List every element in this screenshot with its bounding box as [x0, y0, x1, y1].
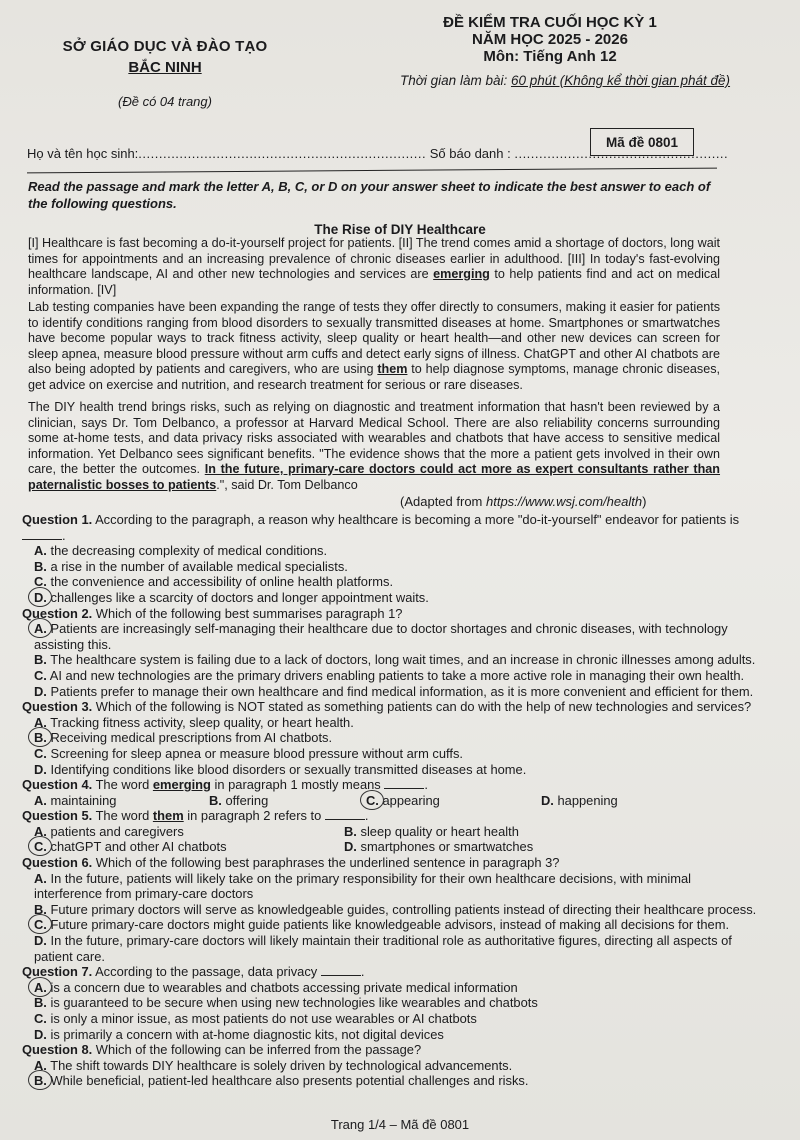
pen-circle-mark: A. — [34, 621, 47, 637]
candidate-number-label: Số báo danh : — [429, 146, 511, 161]
option-5d[interactable]: D. smartphones or smartwatches — [344, 839, 534, 855]
pen-circle-mark: D. — [34, 589, 47, 605]
province-name: BẮC NINH — [128, 59, 202, 76]
option-8a[interactable]: A. The shift towards DIY healthcare is solely driven by technological advancements. — [34, 1057, 513, 1073]
question-4: Question 4. The word emerging in paragraph 1 mostly means . — [22, 777, 428, 793]
option-6d[interactable]: D. In the future, primary-care doctors will likely maintain their traditional role as authoritative figures, directing all aspects of patient care. — [34, 933, 732, 964]
option-7b[interactable]: B. is guaranteed to be secure when using new technologies like wearables and chatbots — [34, 995, 538, 1011]
option-7d[interactable]: D. is primarily a concern with at-home diagnostic kits, not digital devices — [34, 1026, 444, 1042]
exam-code-box: Mã đề 0801 — [590, 128, 694, 156]
option-4d[interactable]: D. happening — [541, 792, 618, 808]
question-1: Question 1. According to the paragraph, a reason why healthcare is becoming a more "do-it-yourself" endeavor for patients is . — [22, 512, 740, 543]
options-row-5b — [34, 839, 762, 855]
answer-blank — [384, 777, 424, 789]
underlined-sentence: In the future, primary-care doctors could act more as expert consultants rather than paternalistic bosses to patients — [28, 462, 721, 492]
answer-blank — [325, 808, 365, 820]
answer-blank — [22, 528, 62, 540]
department-name: SỞ GIÁO DỤC VÀ ĐÀO TẠO — [62, 38, 268, 55]
subject: Môn: Tiếng Anh 12 — [483, 48, 617, 65]
underlined-word-them: them — [377, 362, 408, 376]
passage-paragraph-1: [I] Healthcare is fast becoming a do-it-yourself project for patients. [II] The trend comes amid a shortage of doctors, long wait times for appointments and an increasing prevalence of chronic diseases earlier in adulthood. [III] In today's fast-evolving healthcare landscape, AI and other new technologies and services are emerging to help patients find and act on medical information. [IV] — [28, 236, 721, 297]
option-2b[interactable]: B. The healthcare system is failing due to a lack of doctors, long wait times, and an increase in chronic illnesses among adults. — [34, 652, 756, 668]
options-row-5a — [34, 824, 762, 840]
student-info-line — [27, 146, 729, 161]
passage-paragraph-2: Lab testing companies have been expanding the range of tests they offer directly to consumers, making it easier for patients to identify conditions ranging from blood disorders to sexually transmitted diseases at home. Smartphones or smartwatches have become popular ways to track fitness activity, sleep quality or heart health—and other new devices can screen for sleep apnea, measure blood pressure without arm cuffs and detect early signs of illness. ChatGPT and other AI chatbots are also being adopted by patients and caregivers, who are using them to help diagnose symptoms, manage chronic diseases, get advice on exercise and nutrition, and research treatment for serious or rare diseases. — [28, 300, 720, 392]
question-8: Question 8. Which of the following can be inferred from the passage? — [22, 1042, 422, 1058]
question-5: Question 5. The word them in paragraph 2 refers to . — [22, 808, 369, 824]
exam-header — [400, 14, 731, 88]
option-7a[interactable]: A. is a concern due to wearables and chatbots accessing private medical information — [34, 979, 518, 995]
option-1c[interactable]: C. the convenience and accessibility of online health platforms. — [34, 574, 394, 590]
student-name-field[interactable]: ...................................................................... — [138, 146, 427, 161]
answer-blank — [321, 964, 361, 976]
option-4a[interactable]: A. maintaining — [34, 792, 117, 808]
time-allowed — [400, 73, 731, 88]
pen-circle-mark: C. — [34, 839, 47, 855]
option-1a[interactable]: A. the decreasing complexity of medical conditions. — [34, 543, 328, 559]
option-8b[interactable]: B. While beneficial, patient-led healthcare also presents potential challenges and risks. — [34, 1073, 529, 1089]
question-7: Question 7. According to the passage, data privacy . — [22, 964, 365, 980]
option-4b[interactable]: B. offering — [209, 792, 269, 808]
passage-title: The Rise of DIY Healthcare — [314, 222, 486, 237]
option-2c[interactable]: C. AI and new technologies are the primary drivers enabling patients to take a more active role in managing their own health. — [34, 667, 745, 683]
student-name-label: Họ và tên học sinh: — [27, 146, 139, 161]
option-1d[interactable]: D. challenges like a scarcity of doctors and longer appointment waits. — [34, 589, 429, 605]
option-7c[interactable]: C. is only a minor issue, as most patients do not use wearables or AI chatbots — [34, 1011, 477, 1026]
option-6a[interactable]: A. In the future, patients will likely take on the primary responsibility for their own healthcare decisions, with minimal interference from primary-care doctors — [34, 870, 692, 902]
time-label: Thời gian làm bài: — [400, 73, 511, 88]
passage-paragraph-3: The DIY health trend brings risks, such as relying on diagnostic and treatment information that hasn't been reviewed by a clinician, says Dr. Tom Delbanco, a professor at Harvard Medical School. There are also reliability concerns surrounding some at-home tests, and data privacy risks associated with wearables and chatbots that have access to sensitive medical information. Yet Delbanco sees significant benefits. "The evidence shows that the more a patient gets involved in their own care, the better the outcomes. In the future, primary-care doctors could act more as expert consultants rather than paternalistic bosses to patients.", said Dr. Tom Delbanco — [28, 400, 721, 492]
option-3a[interactable]: A. Tracking fitness activity, sleep quality, or heart health. — [34, 714, 354, 730]
instruction: Read the passage and mark the letter A, B, C, or D on your answer sheet to indicate the best answer to each of the following questions. — [28, 179, 711, 211]
option-5b[interactable]: B. sleep quality or heart health — [344, 823, 519, 839]
header-divider — [27, 168, 717, 174]
school-header — [40, 38, 290, 109]
option-3d[interactable]: D. Identifying conditions like blood disorders or sexually transmitted diseases at home. — [34, 761, 527, 777]
option-2d[interactable]: D. Patients prefer to manage their own healthcare and find medical information, as it is more convenient and efficient for them. — [34, 683, 754, 699]
page-count-note: (Đề có 04 trang) — [118, 94, 212, 109]
pen-circle-mark: C. — [34, 917, 47, 933]
option-3c[interactable]: C. Screening for sleep apnea or measure blood pressure without arm cuffs. — [34, 745, 463, 761]
question-list — [22, 512, 762, 1089]
option-6c[interactable]: C. Future primary-care doctors might guide patients like knowledgeable advisors, instead of making all decisions for them. — [34, 917, 730, 933]
page-footer: Trang 1/4 – Mã đề 0801 — [330, 1117, 470, 1132]
school-year: NĂM HỌC 2025 - 2026 — [472, 31, 628, 48]
pen-circle-mark: A. — [34, 979, 47, 995]
exam-title: ĐỀ KIỂM TRA CUỐI HỌC KỲ 1 — [443, 14, 657, 31]
candidate-number-field[interactable]: .................................................... — [514, 146, 729, 161]
option-2a[interactable]: A. Patients are increasingly self-managing their healthcare due to doctor shortages and chronic diseases, with technology assisting this. — [34, 621, 728, 652]
source-url: https://www.wsj.com/health — [486, 494, 643, 509]
question-3: Question 3. Which of the following is NOT stated as something patients can do with the help of new technologies and services? — [22, 699, 752, 715]
underlined-word-emerging: emerging — [433, 267, 490, 281]
pen-circle-mark: C. — [366, 792, 379, 808]
pen-circle-mark: B. — [34, 1073, 47, 1089]
option-1b[interactable]: B. a rise in the number of available medical specialists. — [34, 558, 348, 574]
question-6: Question 6. Which of the following best paraphrases the underlined sentence in paragraph 3? — [22, 855, 560, 871]
option-5c[interactable]: C. chatGPT and other AI chatbots — [34, 839, 227, 855]
option-6b[interactable]: B. Future primary doctors will serve as knowledgeable guides, controlling patients instead of directing their healthcare process. — [34, 901, 757, 917]
options-row-4 — [34, 793, 762, 809]
question-2: Question 2. Which of the following best summarises paragraph 1? — [22, 605, 403, 621]
option-3b[interactable]: B. Receiving medical prescriptions from AI chatbots. — [34, 730, 333, 746]
pen-circle-mark: B. — [34, 730, 47, 746]
option-5a[interactable]: A. patients and caregivers — [34, 823, 184, 839]
option-4c[interactable]: C. appearing — [366, 792, 440, 808]
time-value: 60 phút (Không kể thời gian phát đề) — [510, 73, 731, 88]
passage-source: (Adapted from https://www.wsj.com/health) — [400, 494, 647, 509]
